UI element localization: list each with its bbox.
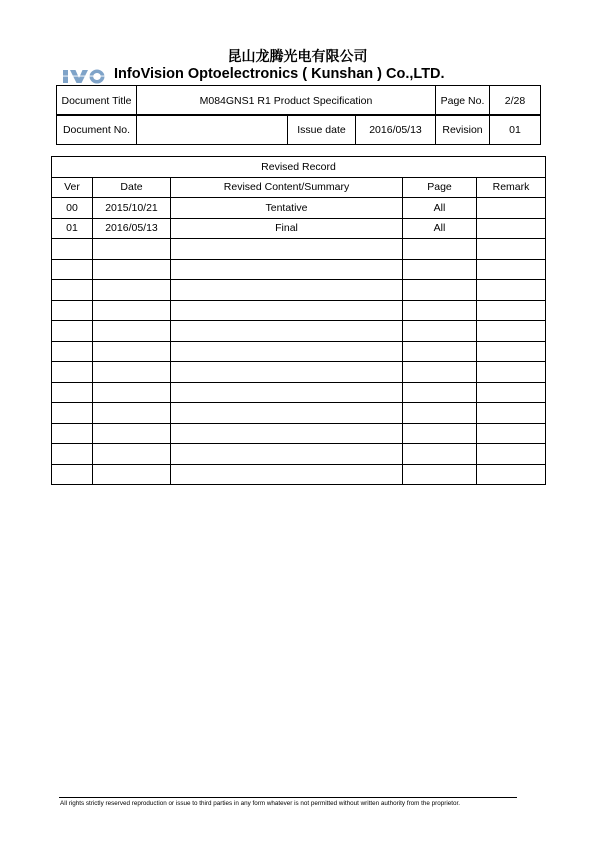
cell-date bbox=[93, 280, 171, 301]
cell-content bbox=[171, 259, 403, 280]
cell-date bbox=[93, 382, 171, 403]
cell-content bbox=[171, 362, 403, 383]
cell-content bbox=[171, 280, 403, 301]
cell-ver bbox=[52, 239, 93, 260]
cell-date bbox=[93, 300, 171, 321]
cell-ver bbox=[52, 464, 93, 485]
table-row bbox=[52, 444, 546, 465]
cell-page bbox=[403, 423, 477, 444]
ivo-logo bbox=[62, 67, 106, 85]
document-title-label: Document Title bbox=[57, 86, 137, 116]
cell-page bbox=[403, 239, 477, 260]
cell-content bbox=[171, 300, 403, 321]
cell-page bbox=[403, 403, 477, 424]
revised-record-title-row bbox=[52, 157, 546, 178]
table-row bbox=[52, 403, 546, 424]
document-number-row bbox=[57, 115, 541, 145]
table-row bbox=[52, 362, 546, 383]
revised-record-title: Revised Record bbox=[52, 157, 546, 178]
table-row bbox=[52, 259, 546, 280]
page-no-value: 2/28 bbox=[490, 86, 541, 116]
issue-date-label: Issue date bbox=[288, 115, 356, 145]
cell-remark bbox=[477, 403, 546, 424]
cell-ver: 00 bbox=[52, 198, 93, 219]
cell-page: All bbox=[403, 218, 477, 239]
table-row bbox=[52, 239, 546, 260]
cell-ver bbox=[52, 444, 93, 465]
cell-ver bbox=[52, 259, 93, 280]
footer-divider bbox=[59, 797, 517, 798]
cell-page bbox=[403, 382, 477, 403]
cell-date bbox=[93, 464, 171, 485]
cell-content bbox=[171, 341, 403, 362]
column-header-date: Date bbox=[93, 177, 171, 198]
cell-remark bbox=[477, 362, 546, 383]
cell-ver: 01 bbox=[52, 218, 93, 239]
cell-remark bbox=[477, 300, 546, 321]
cell-date bbox=[93, 259, 171, 280]
cell-content bbox=[171, 321, 403, 342]
document-title-value: M084GNS1 R1 Product Specification bbox=[137, 86, 436, 116]
cell-page bbox=[403, 464, 477, 485]
cell-date bbox=[93, 321, 171, 342]
footer-copyright: All rights strictly reserved reproduction or issue to third parties in any form whatever is not permitted without written authority from the proprietor. bbox=[60, 800, 461, 807]
table-row bbox=[52, 218, 546, 239]
cell-remark bbox=[477, 444, 546, 465]
table-row bbox=[52, 300, 546, 321]
table-row bbox=[52, 464, 546, 485]
cell-remark bbox=[477, 423, 546, 444]
cell-date bbox=[93, 444, 171, 465]
company-name-english: InfoVision Optoelectronics ( Kunshan ) Co.,LTD. bbox=[114, 66, 445, 82]
page-no-label: Page No. bbox=[436, 86, 490, 116]
table-row bbox=[52, 423, 546, 444]
cell-ver bbox=[52, 403, 93, 424]
cell-remark bbox=[477, 321, 546, 342]
cell-ver bbox=[52, 341, 93, 362]
cell-ver bbox=[52, 280, 93, 301]
cell-ver bbox=[52, 423, 93, 444]
revision-label: Revision bbox=[436, 115, 490, 145]
revised-record-header-row bbox=[52, 177, 546, 198]
cell-remark bbox=[477, 239, 546, 260]
cell-page: All bbox=[403, 198, 477, 219]
cell-remark bbox=[477, 464, 546, 485]
cell-content bbox=[171, 444, 403, 465]
cell-page bbox=[403, 341, 477, 362]
document-no-value bbox=[137, 115, 288, 145]
cell-content bbox=[171, 239, 403, 260]
cell-date bbox=[93, 362, 171, 383]
cell-remark bbox=[477, 341, 546, 362]
revised-record-table bbox=[51, 156, 546, 485]
table-row bbox=[52, 198, 546, 219]
document-info-table bbox=[56, 85, 541, 116]
cell-page bbox=[403, 300, 477, 321]
cell-remark bbox=[477, 382, 546, 403]
cell-ver bbox=[52, 321, 93, 342]
document-title-row bbox=[57, 86, 541, 116]
column-header-remark: Remark bbox=[477, 177, 546, 198]
cell-page bbox=[403, 362, 477, 383]
cell-remark bbox=[477, 218, 546, 239]
cell-date bbox=[93, 341, 171, 362]
cell-ver bbox=[52, 300, 93, 321]
table-row bbox=[52, 382, 546, 403]
cell-page bbox=[403, 321, 477, 342]
column-header-page: Page bbox=[403, 177, 477, 198]
cell-content: Tentative bbox=[171, 198, 403, 219]
cell-date bbox=[93, 403, 171, 424]
table-row bbox=[52, 341, 546, 362]
cell-date: 2015/10/21 bbox=[93, 198, 171, 219]
cell-remark bbox=[477, 280, 546, 301]
column-header-content: Revised Content/Summary bbox=[171, 177, 403, 198]
cell-page bbox=[403, 444, 477, 465]
cell-content bbox=[171, 403, 403, 424]
table-row bbox=[52, 280, 546, 301]
document-number-table bbox=[56, 114, 541, 145]
cell-ver bbox=[52, 382, 93, 403]
cell-remark bbox=[477, 198, 546, 219]
cell-date: 2016/05/13 bbox=[93, 218, 171, 239]
cell-remark bbox=[477, 259, 546, 280]
company-name-chinese: 昆山龙腾光电有限公司 bbox=[227, 49, 368, 65]
cell-page bbox=[403, 280, 477, 301]
table-row bbox=[52, 321, 546, 342]
cell-content: Final bbox=[171, 218, 403, 239]
cell-content bbox=[171, 382, 403, 403]
cell-date bbox=[93, 423, 171, 444]
cell-page bbox=[403, 259, 477, 280]
cell-ver bbox=[52, 362, 93, 383]
revision-value: 01 bbox=[490, 115, 541, 145]
revised-record-body bbox=[52, 198, 546, 485]
issue-date-value: 2016/05/13 bbox=[356, 115, 436, 145]
document-no-label: Document No. bbox=[57, 115, 137, 145]
column-header-ver: Ver bbox=[52, 177, 93, 198]
cell-content bbox=[171, 464, 403, 485]
cell-date bbox=[93, 239, 171, 260]
cell-content bbox=[171, 423, 403, 444]
